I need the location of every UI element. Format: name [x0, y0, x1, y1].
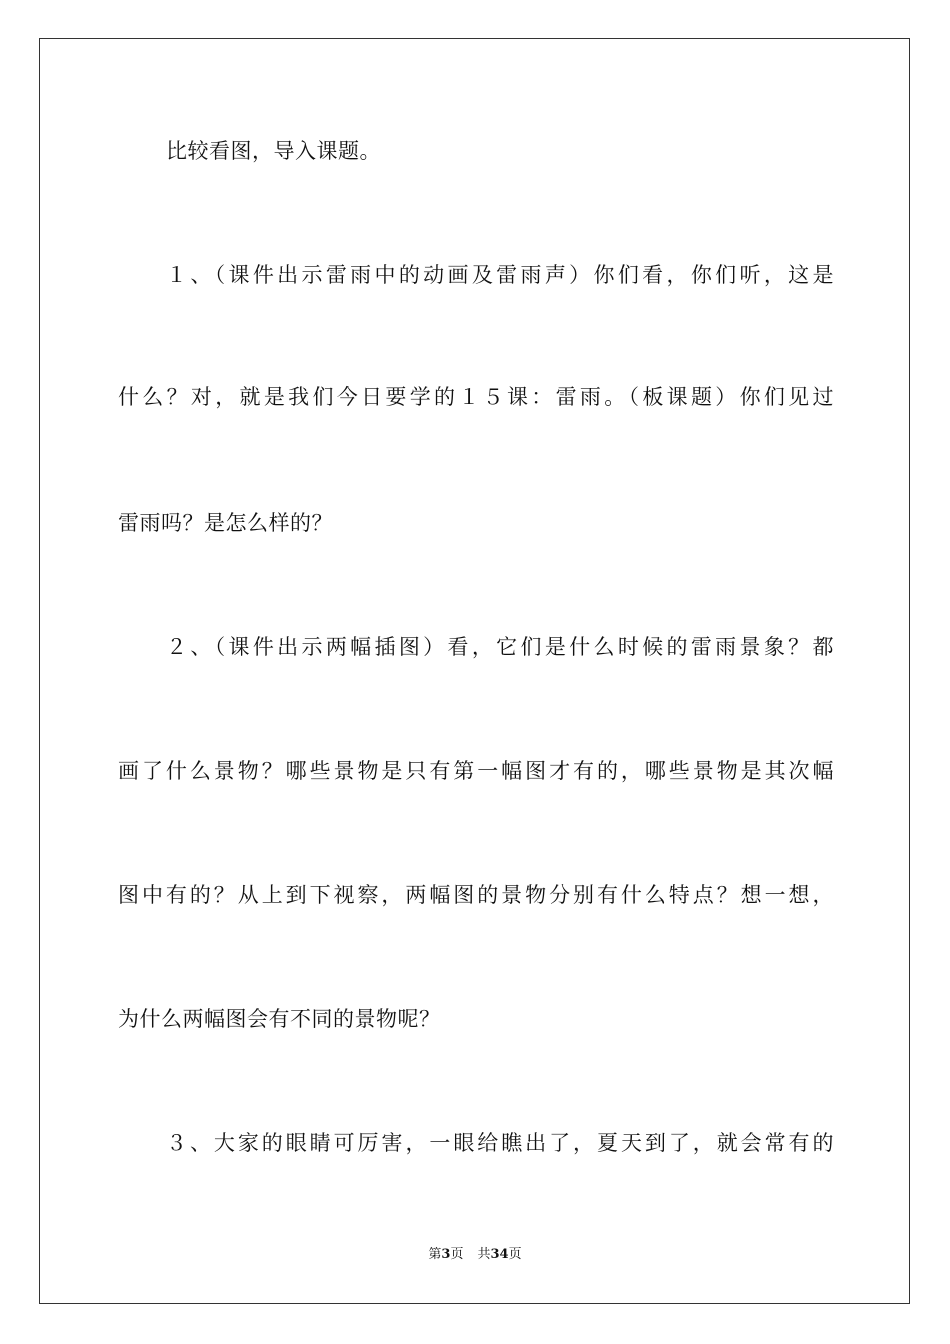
footer-total-prefix: 共 — [477, 1247, 491, 1262]
page-footer — [0, 1246, 950, 1264]
footer-page-suffix: 页 — [450, 1247, 464, 1262]
paragraph-line-7: 图中有的？从上到下视察，两幅图的景物分别有什么特点？想一想， — [118, 883, 834, 907]
footer-total-suffix: 页 — [508, 1247, 522, 1262]
paragraph-line-1: 比较看图，导入课题。 — [166, 139, 381, 163]
paragraph-line-6: 画了什么景物？哪些景物是只有第一幅图才有的，哪些景物是其次幅 — [118, 759, 834, 783]
page-border — [39, 38, 910, 1304]
paragraph-line-9: ３、大家的眼睛可厉害，一眼给瞧出了，夏天到了，就会常有的 — [166, 1131, 834, 1155]
footer-page-number: 3 — [441, 1247, 451, 1262]
footer-total-pages: 34 — [490, 1247, 509, 1262]
paragraph-line-2: １、（课件出示雷雨中的动画及雷雨声）你们看，你们听，这是 — [166, 263, 834, 287]
paragraph-line-4: 雷雨吗？是怎么样的？ — [118, 511, 333, 535]
paragraph-line-3: 什么？对，就是我们今日要学的１５课：雷雨。（板课题）你们见过 — [118, 385, 834, 409]
paragraph-line-8: 为什么两幅图会有不同的景物呢？ — [118, 1007, 441, 1031]
paragraph-line-5: ２、（课件出示两幅插图）看，它们是什么时候的雷雨景象？都 — [166, 635, 834, 659]
footer-page-prefix: 第 — [428, 1247, 442, 1262]
